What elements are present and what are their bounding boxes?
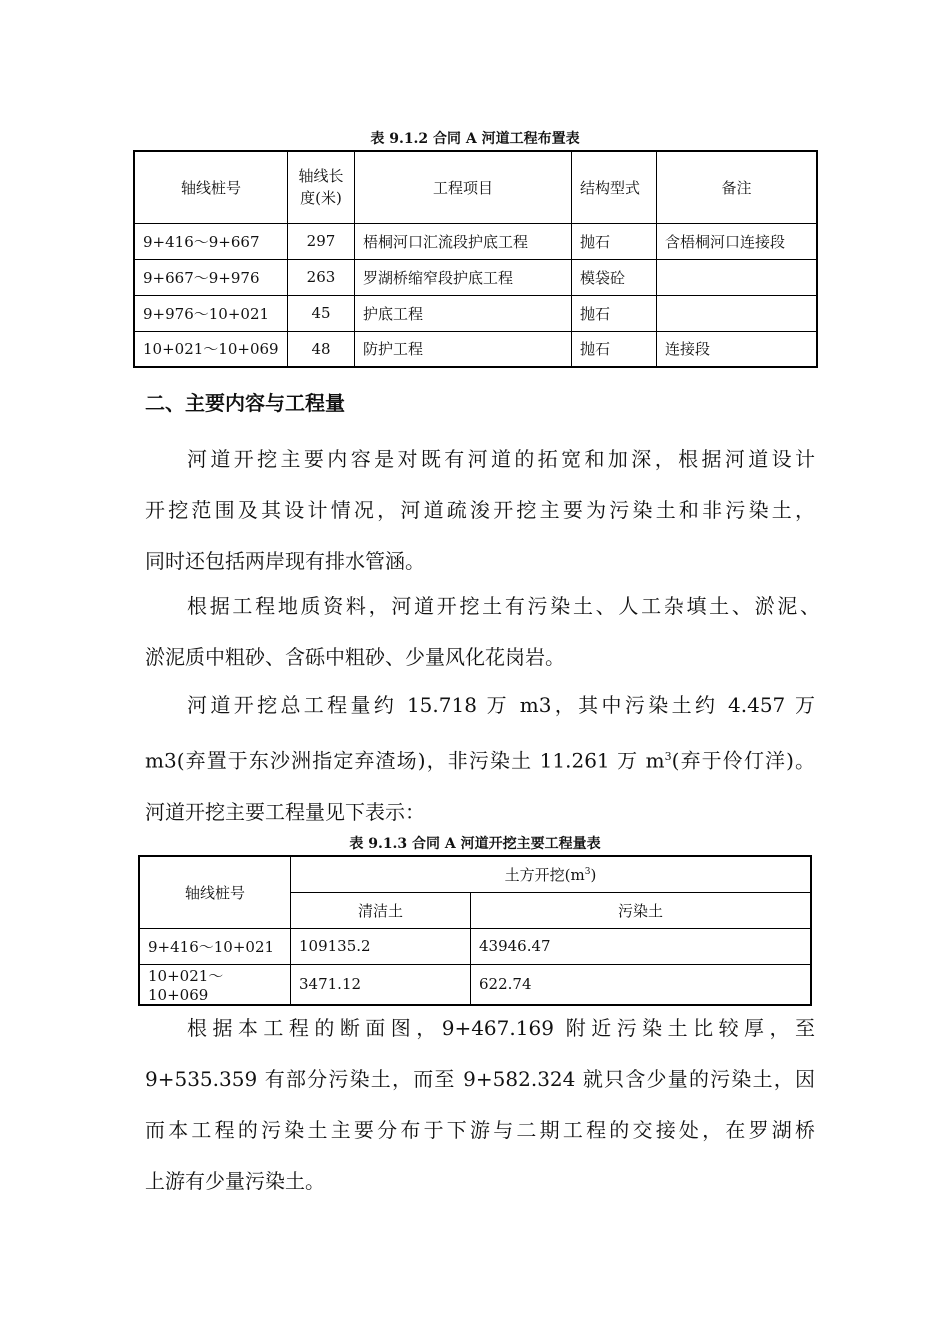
table-header-row bbox=[134, 151, 817, 223]
header-text: 土方开挖(m bbox=[504, 865, 585, 884]
table-cell: 263 bbox=[288, 259, 355, 295]
body-paragraph bbox=[145, 1003, 815, 1207]
table-cell: 622.74 bbox=[471, 964, 812, 1005]
table-row bbox=[134, 331, 817, 367]
text-line: 开挖范围及其设计情况，河道疏浚开挖主要为污染土和非污染土， bbox=[145, 498, 815, 522]
text-line bbox=[145, 731, 815, 787]
header-cell: 结构型式 bbox=[572, 151, 657, 223]
layout-table bbox=[133, 150, 818, 368]
text-line: 根据工程地质资料，河道开挖土有污染土、人工杂填土、淤泥、 bbox=[187, 594, 820, 618]
body-paragraph bbox=[145, 581, 820, 683]
table-cell: 9+667～9+976 bbox=[134, 259, 288, 295]
superscript: 3 bbox=[584, 866, 591, 877]
text-line: 而本工程的污染土主要分布于下游与二期工程的交接处，在罗湖桥 bbox=[145, 1118, 815, 1142]
table-cell: 连接段 bbox=[657, 331, 818, 367]
table-row bbox=[139, 964, 811, 1005]
header-cell: 污染土 bbox=[471, 892, 812, 928]
header-cell: 轴线桩号 bbox=[134, 151, 288, 223]
table-cell: 43946.47 bbox=[471, 928, 812, 964]
text-segment: m3(弃置于东沙洲指定弃渣场)，非污染土 11.261 万 m bbox=[145, 748, 665, 773]
table-cell: 109135.2 bbox=[291, 928, 471, 964]
table-cell: 10+021～10+069 bbox=[139, 964, 291, 1005]
header-cell: 备注 bbox=[657, 151, 818, 223]
table-cell: 模袋砼 bbox=[572, 259, 657, 295]
table-row bbox=[134, 259, 817, 295]
table-cell: 9+416～9+667 bbox=[134, 223, 288, 259]
text-line: 河道开挖主要内容是对既有河道的拓宽和加深，根据河道设计 bbox=[187, 447, 815, 471]
table-cell: 防护工程 bbox=[355, 331, 572, 367]
section-heading: 二、主要内容与工程量 bbox=[145, 391, 345, 415]
table-cell: 护底工程 bbox=[355, 295, 572, 331]
table-cell bbox=[657, 295, 818, 331]
table-cell: 45 bbox=[288, 295, 355, 331]
header-cell: 工程项目 bbox=[355, 151, 572, 223]
table-cell: 含梧桐河口连接段 bbox=[657, 223, 818, 259]
body-paragraph bbox=[145, 434, 815, 587]
table1-caption: 表 9.1.2 合同 A 河道工程布置表 bbox=[370, 131, 580, 147]
table-row bbox=[134, 223, 817, 259]
table-cell: 抛石 bbox=[572, 223, 657, 259]
text-segment: (弃于伶仃洋)。 bbox=[671, 748, 816, 773]
table-cell: 抛石 bbox=[572, 331, 657, 367]
table-cell: 10+021～10+069 bbox=[134, 331, 288, 367]
table-row bbox=[139, 928, 811, 964]
table-cell: 3471.12 bbox=[291, 964, 471, 1005]
table-cell: 9+976～10+021 bbox=[134, 295, 288, 331]
text-line: 根据本工程的断面图，9+467.169 附近污染土比较厚，至 bbox=[187, 1016, 815, 1040]
text-line: 同时还包括两岸现有排水管涵。 bbox=[145, 549, 425, 573]
body-paragraph bbox=[145, 680, 815, 838]
header-group-cell bbox=[291, 856, 812, 892]
header-text: ) bbox=[590, 865, 597, 884]
table-header-row bbox=[139, 856, 811, 892]
text-line: 河道开挖主要工程量见下表示： bbox=[145, 799, 425, 824]
table-cell: 297 bbox=[288, 223, 355, 259]
text-line: 上游有少量污染土。 bbox=[145, 1169, 325, 1193]
table-row bbox=[134, 295, 817, 331]
table2-caption: 表 9.1.3 合同 A 河道开挖主要工程量表 bbox=[349, 836, 601, 852]
table-cell: 9+416～10+021 bbox=[139, 928, 291, 964]
text-line: 淤泥质中粗砂、含砾中粗砂、少量风化花岗岩。 bbox=[145, 645, 565, 669]
header-cell: 清洁土 bbox=[291, 892, 471, 928]
table-cell bbox=[657, 259, 818, 295]
quantity-table bbox=[138, 855, 812, 1006]
superscript: 3 bbox=[664, 750, 672, 763]
table-cell: 48 bbox=[288, 331, 355, 367]
table-cell: 抛石 bbox=[572, 295, 657, 331]
header-cell: 轴线长度(米) bbox=[288, 151, 355, 223]
table-cell: 梧桐河口汇流段护底工程 bbox=[355, 223, 572, 259]
text-line: 河道开挖总工程量约 15.718 万 m3，其中污染土约 4.457 万 bbox=[187, 693, 815, 717]
header-cell: 轴线桩号 bbox=[139, 856, 291, 928]
table-cell: 罗湖桥缩窄段护底工程 bbox=[355, 259, 572, 295]
text-line: 9+535.359 有部分污染土，而至 9+582.324 就只含少量的污染土，因 bbox=[145, 1067, 815, 1091]
